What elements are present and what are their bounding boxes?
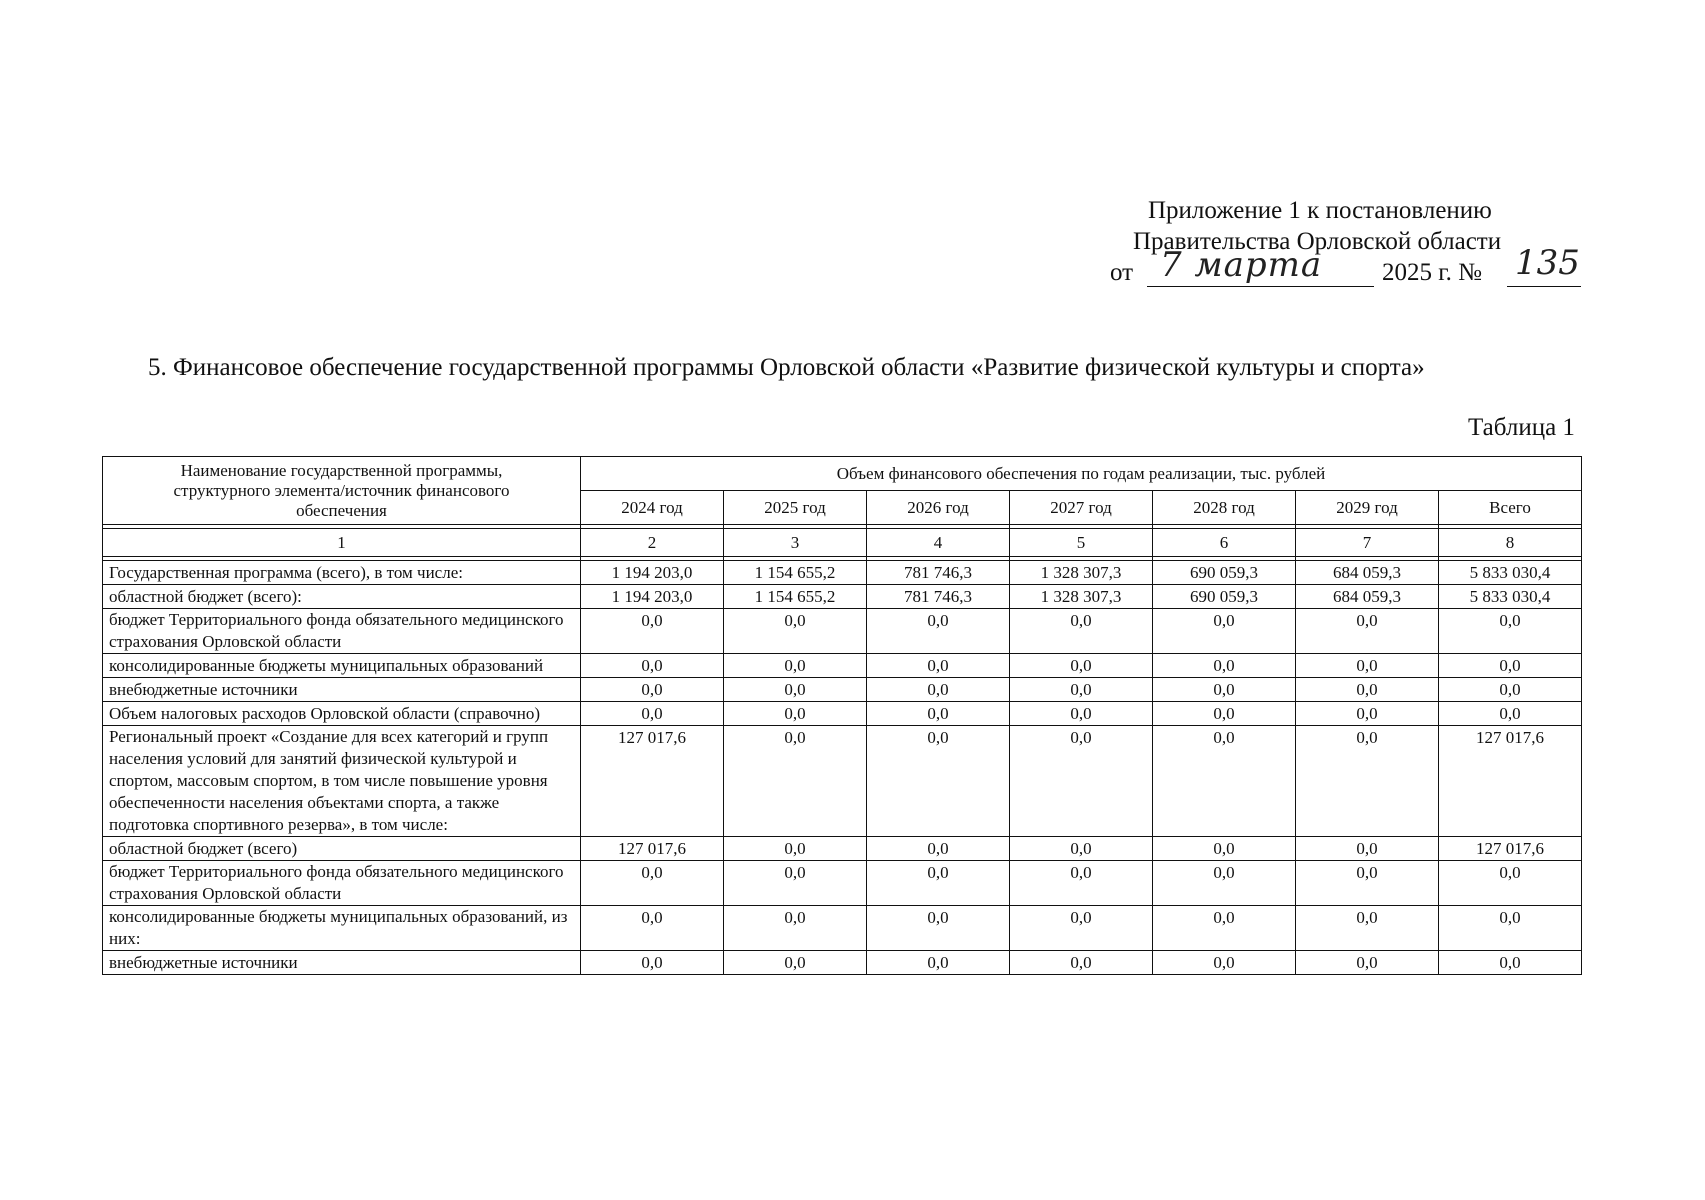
value-cell: 0,0 — [1153, 951, 1296, 975]
column-index-cell: 3 — [724, 529, 867, 557]
value-cell: 0,0 — [581, 702, 724, 726]
value-cell: 0,0 — [724, 678, 867, 702]
table-row — [103, 678, 1582, 702]
value-cell: 0,0 — [1153, 837, 1296, 861]
value-cell: 1 194 203,0 — [581, 561, 724, 585]
value-cell: 0,0 — [867, 654, 1010, 678]
value-cell: 0,0 — [1153, 906, 1296, 951]
value-cell: 0,0 — [867, 861, 1010, 906]
value-cell: 0,0 — [581, 951, 724, 975]
value-cell: 0,0 — [867, 906, 1010, 951]
value-cell: 0,0 — [1439, 951, 1582, 975]
appendix-line-2: Правительства Орловской области — [1133, 228, 1502, 255]
table-row — [103, 906, 1582, 951]
value-cell: 0,0 — [867, 702, 1010, 726]
value-cell: 0,0 — [724, 951, 867, 975]
column-index-cell: 6 — [1153, 529, 1296, 557]
column-index-row — [103, 529, 1582, 557]
value-cell: 0,0 — [1296, 906, 1439, 951]
value-cell: 0,0 — [1010, 837, 1153, 861]
value-cell: 1 328 307,3 — [1010, 561, 1153, 585]
value-cell: 127 017,6 — [1439, 726, 1582, 837]
year-number-label: 2025 г. № — [1382, 259, 1483, 286]
value-cell: 0,0 — [724, 837, 867, 861]
column-index-cell: 4 — [867, 529, 1010, 557]
value-cell: 684 059,3 — [1296, 561, 1439, 585]
value-cell: 0,0 — [581, 906, 724, 951]
value-cell: 0,0 — [1153, 678, 1296, 702]
handwritten-date: 7 марта — [1160, 245, 1323, 285]
header-year-cell: 2028 год — [1153, 491, 1296, 525]
header-year-cell: Всего — [1439, 491, 1582, 525]
section-heading: 5. Финансовое обеспечение государственной программы Орловской области «Развитие физической культуры и спорта» — [148, 354, 1425, 381]
value-cell: 0,0 — [724, 906, 867, 951]
value-cell: 690 059,3 — [1153, 585, 1296, 609]
value-cell: 0,0 — [1439, 609, 1582, 654]
value-cell: 0,0 — [581, 678, 724, 702]
value-cell: 1 328 307,3 — [1010, 585, 1153, 609]
value-cell: 5 833 030,4 — [1439, 561, 1582, 585]
column-index-cell: 5 — [1010, 529, 1153, 557]
financing-table — [102, 456, 1582, 975]
table-row — [103, 702, 1582, 726]
value-cell: 0,0 — [1010, 951, 1153, 975]
row-name-cell: внебюджетные источники — [103, 678, 581, 702]
value-cell: 781 746,3 — [867, 561, 1010, 585]
row-name-cell: бюджет Территориального фонда обязательного медицинского страхования Орловской области — [103, 861, 581, 906]
header-year-cell: 2029 год — [1296, 491, 1439, 525]
value-cell: 0,0 — [1439, 906, 1582, 951]
value-cell: 0,0 — [581, 861, 724, 906]
table-row — [103, 609, 1582, 654]
table-row — [103, 837, 1582, 861]
row-name-cell: бюджет Территориального фонда обязательного медицинского страхования Орловской области — [103, 609, 581, 654]
value-cell: 1 154 655,2 — [724, 561, 867, 585]
value-cell: 0,0 — [724, 609, 867, 654]
value-cell: 0,0 — [1010, 906, 1153, 951]
value-cell: 684 059,3 — [1296, 585, 1439, 609]
value-cell: 5 833 030,4 — [1439, 585, 1582, 609]
header-year-cell: 2024 год — [581, 491, 724, 525]
value-cell: 0,0 — [1296, 951, 1439, 975]
table-label: Таблица 1 — [1468, 414, 1575, 441]
value-cell: 0,0 — [724, 654, 867, 678]
value-cell: 127 017,6 — [581, 726, 724, 837]
header-name-cell: Наименование государственной программы, структурного элемента/источник финансового обеспечения — [103, 457, 581, 525]
value-cell: 0,0 — [724, 702, 867, 726]
table-row — [103, 585, 1582, 609]
value-cell: 127 017,6 — [1439, 837, 1582, 861]
value-cell: 0,0 — [867, 951, 1010, 975]
value-cell: 690 059,3 — [1153, 561, 1296, 585]
column-index-cell: 8 — [1439, 529, 1582, 557]
value-cell: 0,0 — [1010, 726, 1153, 837]
row-name-cell: внебюджетные источники — [103, 951, 581, 975]
value-cell: 0,0 — [1010, 609, 1153, 654]
value-cell: 127 017,6 — [581, 837, 724, 861]
row-name-cell: Объем налоговых расходов Орловской области (справочно) — [103, 702, 581, 726]
header-row-1 — [103, 457, 1582, 491]
value-cell: 0,0 — [1296, 654, 1439, 678]
value-cell: 781 746,3 — [867, 585, 1010, 609]
header-year-cell: 2027 год — [1010, 491, 1153, 525]
value-cell: 0,0 — [1153, 609, 1296, 654]
row-name-cell: Государственная программа (всего), в том числе: — [103, 561, 581, 585]
value-cell: 0,0 — [867, 609, 1010, 654]
value-cell: 0,0 — [1153, 654, 1296, 678]
row-name-cell: консолидированные бюджеты муниципальных образований — [103, 654, 581, 678]
value-cell: 0,0 — [724, 726, 867, 837]
value-cell: 0,0 — [1296, 861, 1439, 906]
row-name-cell: областной бюджет (всего): — [103, 585, 581, 609]
row-name-cell: областной бюджет (всего) — [103, 837, 581, 861]
value-cell: 0,0 — [1439, 861, 1582, 906]
handwritten-number: 135 — [1515, 243, 1580, 283]
header-year-cell: 2026 год — [867, 491, 1010, 525]
header-year-cell: 2025 год — [724, 491, 867, 525]
value-cell: 0,0 — [1296, 609, 1439, 654]
row-name-cell: Региональный проект «Создание для всех категорий и групп населения условий для занятий физической культурой и спортом, массовым спортом, в том числе повышение уровня обеспеченности населения объектами спорта, а также подготовка спортивного резерва», в том числе: — [103, 726, 581, 837]
value-cell: 0,0 — [1010, 861, 1153, 906]
value-cell: 0,0 — [1439, 702, 1582, 726]
appendix-line-1: Приложение 1 к постановлению — [1148, 197, 1492, 224]
value-cell: 0,0 — [1010, 654, 1153, 678]
value-cell: 0,0 — [1296, 726, 1439, 837]
row-name-cell: консолидированные бюджеты муниципальных образований, из них: — [103, 906, 581, 951]
value-cell: 0,0 — [1153, 702, 1296, 726]
value-cell: 0,0 — [724, 861, 867, 906]
value-cell: 0,0 — [581, 609, 724, 654]
table-row — [103, 726, 1582, 837]
value-cell: 0,0 — [1296, 837, 1439, 861]
value-cell: 0,0 — [1439, 654, 1582, 678]
value-cell: 0,0 — [1153, 861, 1296, 906]
number-underline — [1507, 286, 1581, 287]
column-index-cell: 2 — [581, 529, 724, 557]
from-label: от — [1110, 259, 1134, 286]
value-cell: 0,0 — [867, 837, 1010, 861]
table-row — [103, 654, 1582, 678]
value-cell: 1 194 203,0 — [581, 585, 724, 609]
value-cell: 0,0 — [867, 726, 1010, 837]
value-cell: 1 154 655,2 — [724, 585, 867, 609]
value-cell: 0,0 — [1296, 702, 1439, 726]
value-cell: 0,0 — [1153, 726, 1296, 837]
value-cell: 0,0 — [581, 654, 724, 678]
value-cell: 0,0 — [867, 678, 1010, 702]
value-cell: 0,0 — [1010, 702, 1153, 726]
value-cell: 0,0 — [1296, 678, 1439, 702]
value-cell: 0,0 — [1010, 678, 1153, 702]
column-index-cell: 7 — [1296, 529, 1439, 557]
table-row — [103, 861, 1582, 906]
table-row — [103, 951, 1582, 975]
table-row — [103, 561, 1582, 585]
value-cell: 0,0 — [1439, 678, 1582, 702]
date-underline — [1147, 286, 1374, 287]
header-volume-cell: Объем финансового обеспечения по годам реализации, тыс. рублей — [581, 457, 1582, 491]
appendix-line-3 — [1110, 243, 1610, 298]
column-index-cell: 1 — [103, 529, 581, 557]
